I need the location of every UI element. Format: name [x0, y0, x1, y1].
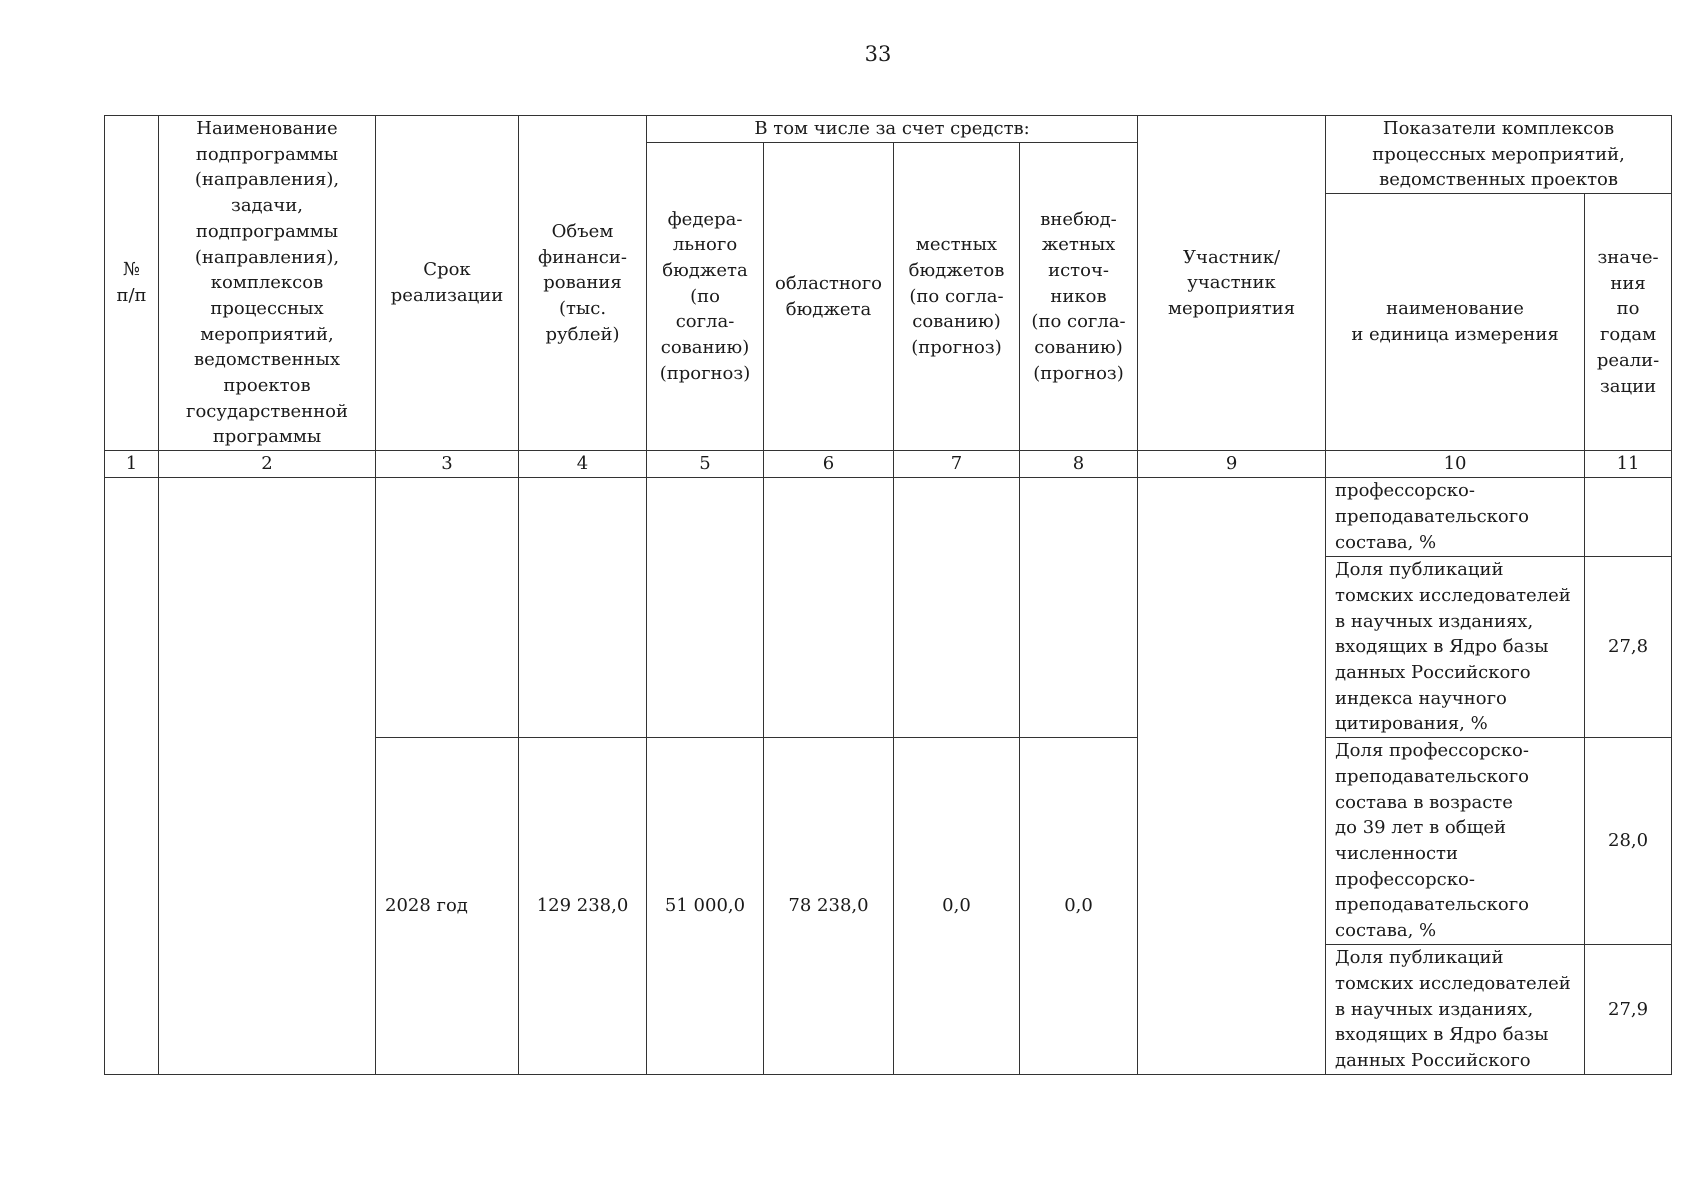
- period-cell: 2028 год: [376, 738, 519, 1075]
- column-number-cell: 11: [1585, 451, 1672, 478]
- column-number-cell: 9: [1138, 451, 1326, 478]
- header-federal-cell: федера- льного бюджета (по согла- сованию) (прогноз): [647, 143, 764, 451]
- volume-cell: 129 238,0: [519, 738, 647, 1075]
- volume-cell: [519, 478, 647, 738]
- header-regional-cell: областного бюджета: [764, 143, 894, 451]
- column-number-cell: 10: [1326, 451, 1585, 478]
- local-cell: 0,0: [894, 738, 1020, 1075]
- regional-cell: 78 238,0: [764, 738, 894, 1075]
- header-extra-budget-cell: внебюд- жетных источ- ников (по согла- сованию) (прогноз): [1020, 143, 1138, 451]
- header-indicators-group-cell: Показатели комплексов процессных мероприятий, ведомственных проектов: [1326, 116, 1672, 194]
- indicator-name-cell: Доля публикаций томских исследователей в научных изданиях, входящих в Ядро базы данных Российского индекса научного цитирования, %: [1326, 557, 1585, 738]
- column-number-cell: 2: [159, 451, 376, 478]
- header-participant-cell: Участник/ участник мероприятия: [1138, 116, 1326, 451]
- indicator-value-cell: [1585, 478, 1672, 557]
- indicator-name-cell: профессорско- преподавательского состава, %: [1326, 478, 1585, 557]
- header-number-cell: № п/п: [105, 116, 159, 451]
- indicator-value-cell: 28,0: [1585, 738, 1672, 945]
- indicator-name-cell: Доля публикаций томских исследователей в научных изданиях, входящих в Ядро базы данных Российского: [1326, 945, 1585, 1075]
- participant-cell: [1138, 478, 1326, 1075]
- column-number-cell: 6: [764, 451, 894, 478]
- regional-cell: [764, 478, 894, 738]
- row-name-cell: [159, 478, 376, 1075]
- header-volume-cell: Объем финанси- рования (тыс. рублей): [519, 116, 647, 451]
- page-number: 33: [864, 42, 892, 66]
- column-number-cell: 1: [105, 451, 159, 478]
- column-number-cell: 4: [519, 451, 647, 478]
- column-number-cell: 8: [1020, 451, 1138, 478]
- indicator-name-cell: Доля профессорско- преподавательского состава в возрасте до 39 лет в общей численности профессорско- преподавательского состава, %: [1326, 738, 1585, 945]
- header-local-cell: местных бюджетов (по согла- сованию) (прогноз): [894, 143, 1020, 451]
- header-period-cell: Срок реализации: [376, 116, 519, 451]
- program-financing-table: [104, 115, 1672, 1075]
- indicator-value-cell: 27,9: [1585, 945, 1672, 1075]
- federal-cell: 51 000,0: [647, 738, 764, 1075]
- table-header-row: [105, 116, 1672, 143]
- column-numbers-row: [105, 451, 1672, 478]
- header-name-cell: Наименование подпрограммы (направления), задачи, подпрограммы (направления), комплексов процессных мероприятий, ведомственных проектов государственной программы: [159, 116, 376, 451]
- row-number-cell: [105, 478, 159, 1075]
- header-funding-group-cell: В том числе за счет средств:: [647, 116, 1138, 143]
- header-indicator-values-cell: значе- ния по годам реали- зации: [1585, 194, 1672, 451]
- local-cell: [894, 478, 1020, 738]
- federal-cell: [647, 478, 764, 738]
- column-number-cell: 3: [376, 451, 519, 478]
- column-number-cell: 7: [894, 451, 1020, 478]
- column-number-cell: 5: [647, 451, 764, 478]
- header-indicator-name-cell: наименование и единица измерения: [1326, 194, 1585, 451]
- indicator-value-cell: 27,8: [1585, 557, 1672, 738]
- extra-budget-cell: 0,0: [1020, 738, 1138, 1075]
- extra-budget-cell: [1020, 478, 1138, 738]
- table-row: [105, 478, 1672, 557]
- period-cell: [376, 478, 519, 738]
